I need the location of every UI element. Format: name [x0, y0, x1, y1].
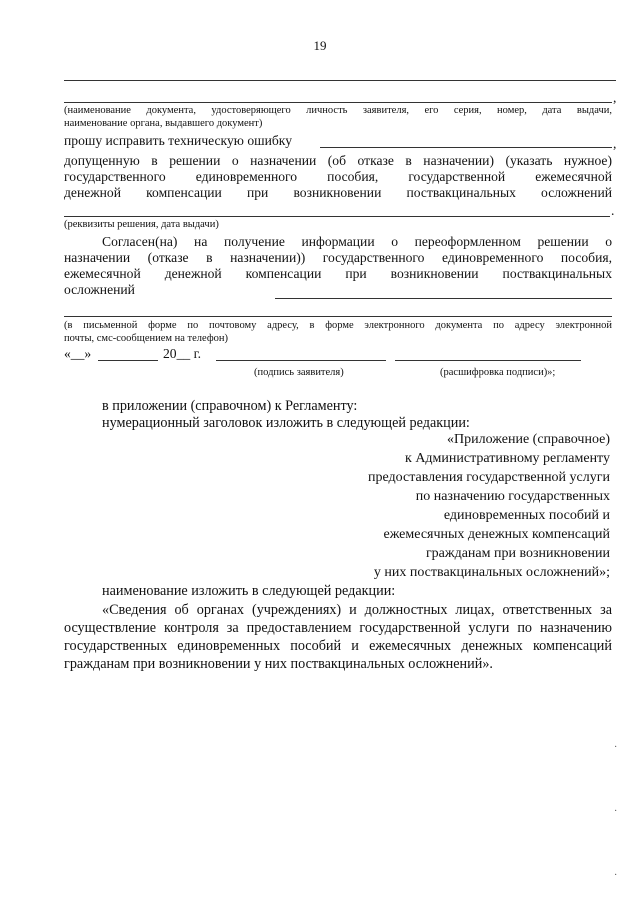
field-note: (подпись заявителя) [254, 367, 344, 378]
scan-mark: · [614, 806, 618, 817]
body-text-line: назначении (отказе в назначении)) государственного единовременного пособия, [64, 250, 612, 265]
appendix-header-line: «Приложение (справочное) [447, 432, 610, 447]
body-text-line: допущенную в решении о назначении (об отказе в назначении) (указать нужное) [64, 153, 612, 168]
body-text-line: осложнений [64, 282, 135, 297]
body-text-line: в приложении (справочном) к Регламенту: [102, 398, 358, 414]
blank-line [64, 316, 612, 317]
transcript-line [395, 360, 581, 361]
signature-line [216, 360, 386, 361]
body-text-line: гражданам при возникновении у них поствакцинальных осложнений». [64, 656, 493, 672]
appendix-header-line: к Административному регламенту [405, 451, 610, 466]
body-text-line: ежемесячной денежной компенсации при возникновении поствакцинальных [64, 266, 612, 281]
blank-line [320, 147, 612, 148]
body-text-line: государственных единовременных пособий и ежемесячных денежных компенсаций [64, 638, 612, 654]
scan-mark: · [614, 870, 618, 881]
blank-line [98, 360, 158, 361]
blank-line [64, 216, 610, 217]
appendix-header-line: ежемесячных денежных компенсаций [383, 527, 610, 542]
blank-line [64, 80, 616, 81]
date-day: «__» [64, 346, 92, 361]
field-note: (расшифровка подписи)»; [440, 367, 556, 378]
body-text-line: государственного единовременного пособия, государственной ежемесячной [64, 169, 612, 184]
request-text: прошу исправить техническую ошибку [64, 133, 292, 148]
scan-mark: · [614, 742, 618, 753]
punctuation: . [611, 203, 615, 218]
field-note: (реквизиты решения, дата выдачи) [64, 219, 219, 230]
field-note: почты, смс-сообщением на телефон) [64, 333, 229, 344]
punctuation: , [613, 90, 617, 105]
body-text-line: осуществление контроля за предоставлением государственной услуги по назначению [64, 620, 612, 636]
blank-line [64, 102, 612, 103]
field-note: наименование органа, выдавшего документ) [64, 118, 263, 129]
appendix-header-line: у них поствакцинальных осложнений»; [373, 565, 610, 580]
body-text-line: денежной компенсации при возникновении поствакцинальных осложнений [64, 185, 612, 200]
appendix-header-line: единовременных пособий и [443, 508, 610, 523]
body-text-line: «Сведения об органах (учреждениях) и должностных лицах, ответственных за [102, 602, 612, 618]
appendix-header-line: гражданам при возникновении [425, 546, 610, 561]
appendix-header-line: предоставления государственной услуги [368, 470, 610, 485]
date-year: 20__ г. [163, 346, 202, 361]
field-note: (в письменной форме по почтовому адресу, в форме электронного документа по адресу электронной [64, 320, 612, 331]
punctuation: , [613, 136, 617, 151]
field-note: (наименование документа, удостоверяющего личность заявителя, его серия, номер, дата выдачи, [64, 105, 612, 116]
blank-line [275, 298, 612, 299]
appendix-header-line: по назначению государственных [415, 489, 610, 504]
body-text-line: нумерационный заголовок изложить в следующей редакции: [102, 415, 470, 431]
body-text-line: Согласен(на) на получение информации о переоформленном решении о [102, 234, 612, 249]
body-text-line: наименование изложить в следующей редакции: [102, 583, 396, 599]
page-number: 19 [313, 38, 327, 53]
